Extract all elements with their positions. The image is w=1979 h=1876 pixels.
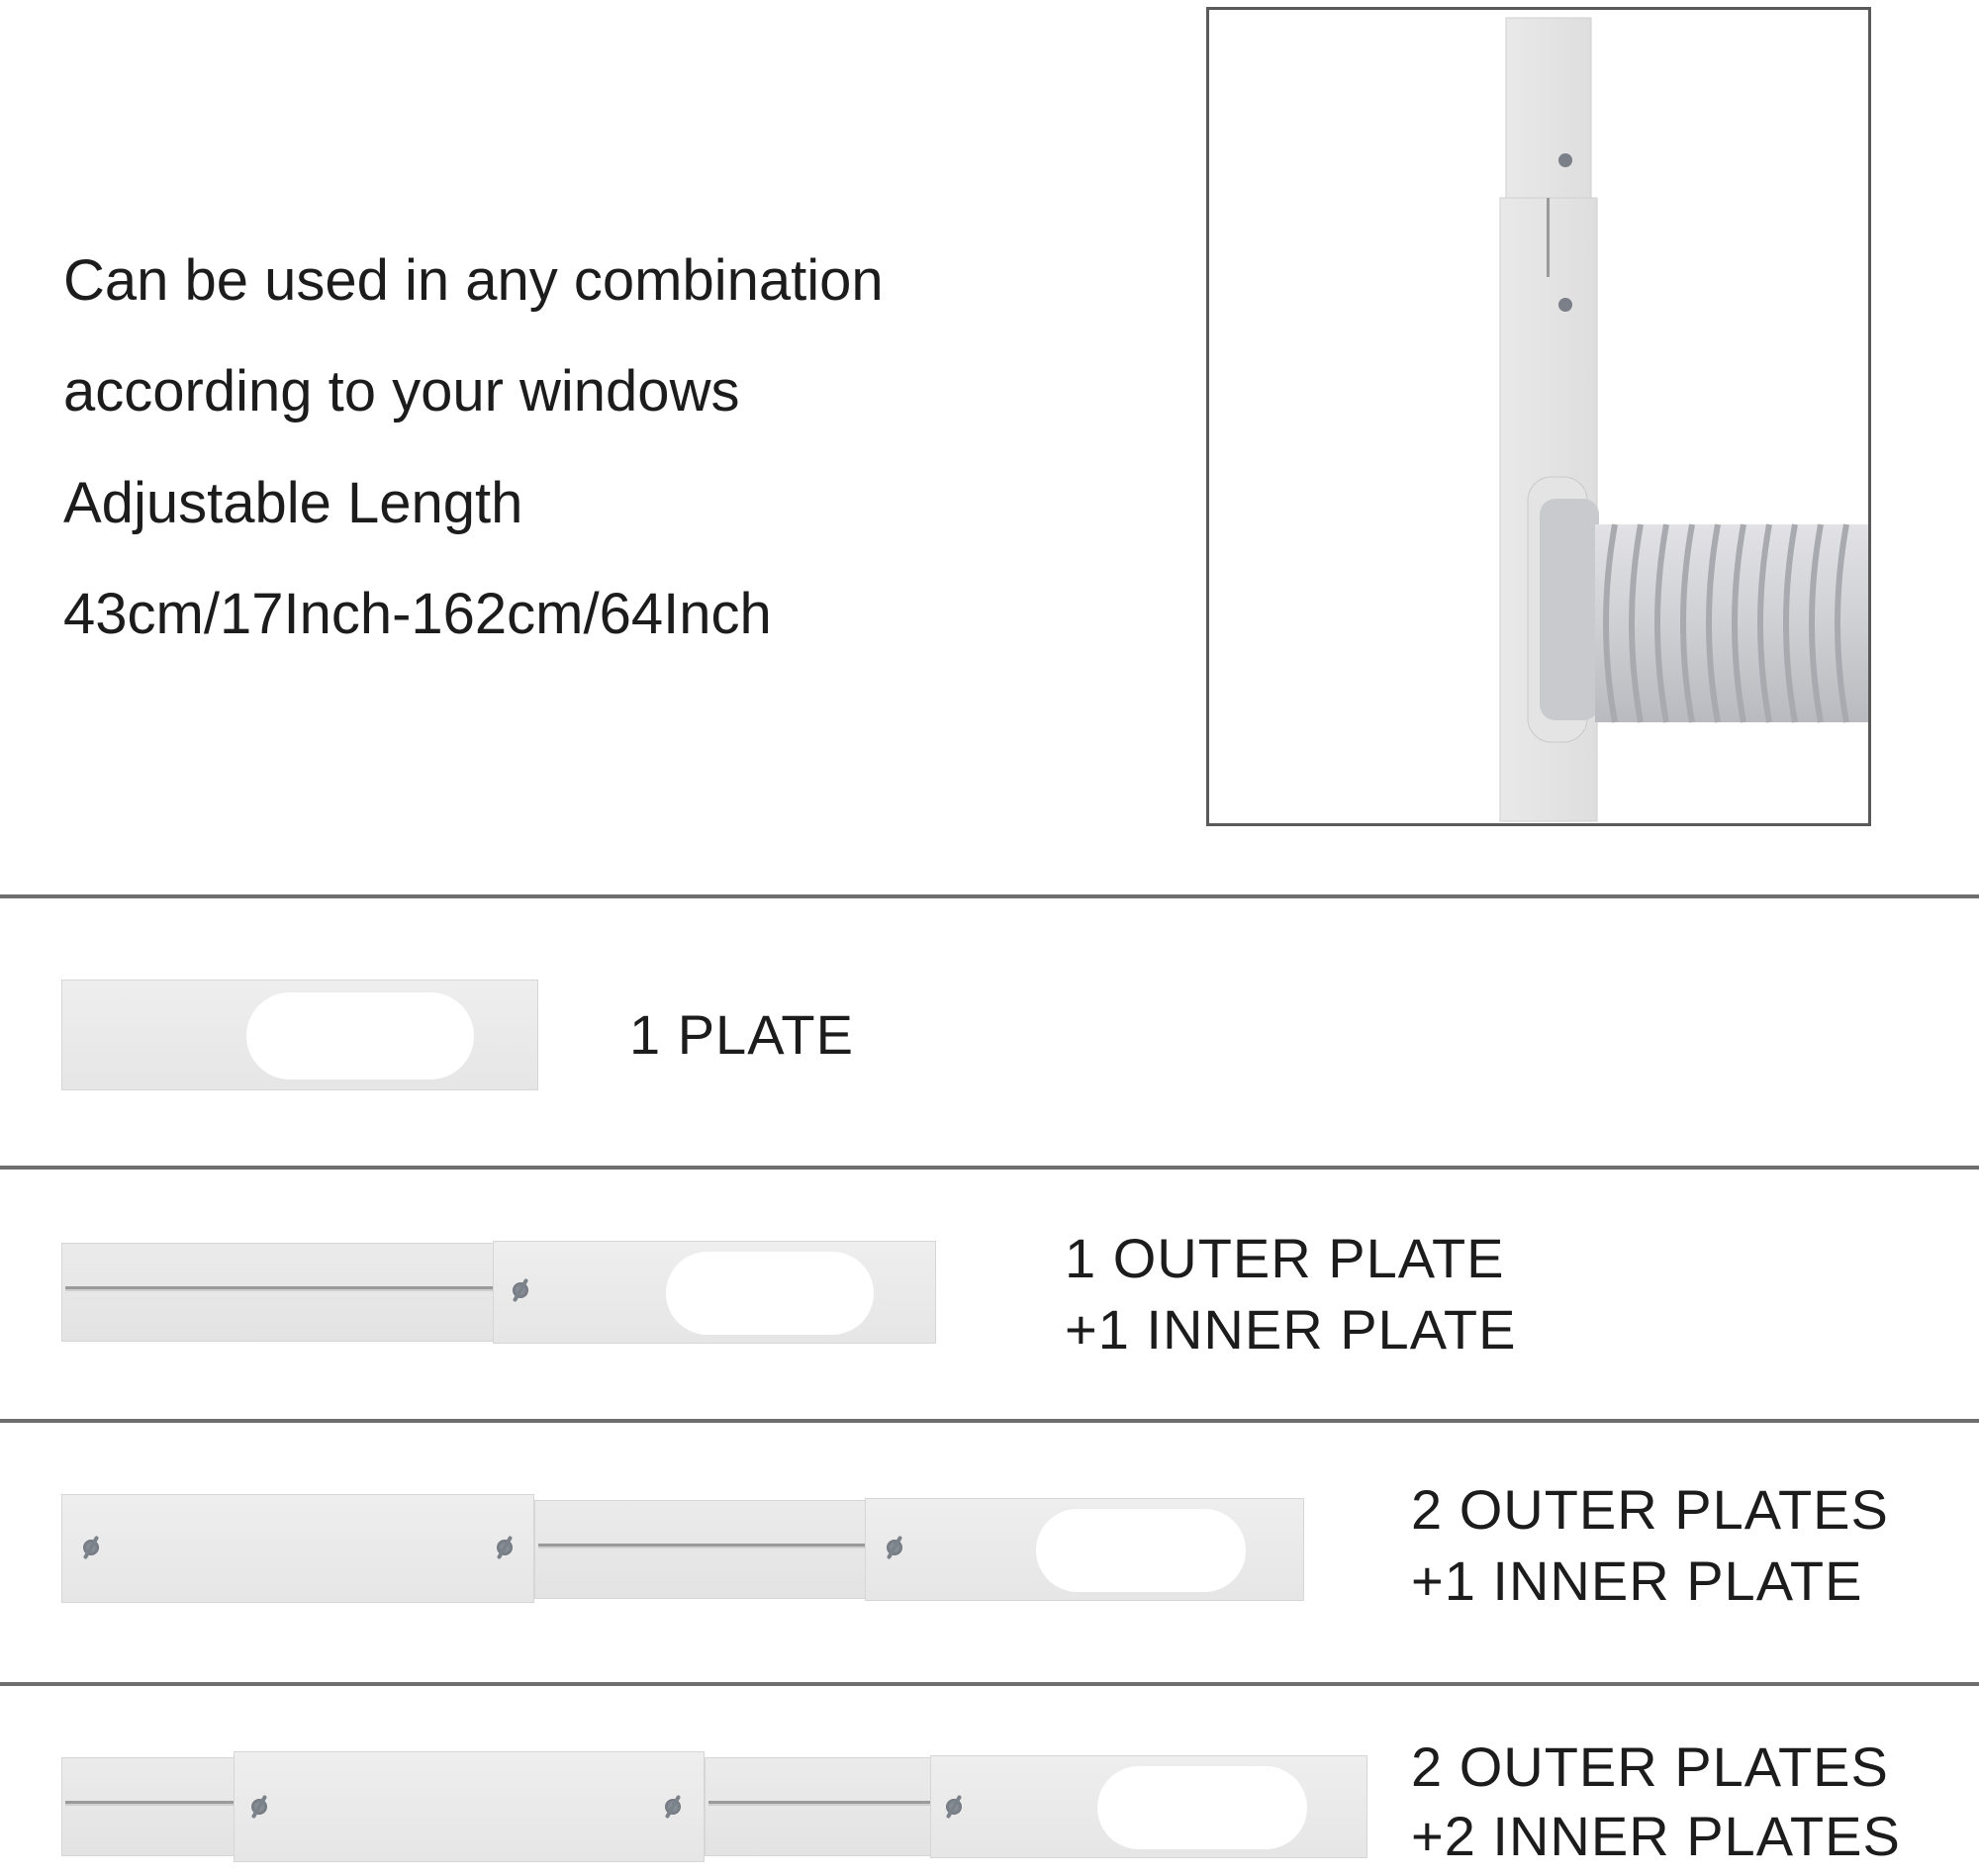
single-plate bbox=[61, 980, 538, 1090]
outer-plate bbox=[61, 1494, 534, 1603]
hose-opening bbox=[1036, 1509, 1246, 1592]
screw-icon bbox=[251, 1799, 267, 1815]
row-4-label-line-1: 2 OUTER PLATES bbox=[1411, 1735, 1889, 1798]
inner-plate-slot bbox=[708, 1801, 930, 1806]
intro-line-3: Adjustable Length bbox=[63, 471, 523, 535]
intro-line-4: 43cm/17Inch-162cm/64Inch bbox=[63, 582, 772, 646]
product-photo bbox=[1206, 7, 1871, 826]
hose-opening bbox=[1097, 1766, 1307, 1849]
inner-plate bbox=[61, 1757, 236, 1856]
hose-opening bbox=[246, 992, 474, 1079]
inner-plate bbox=[534, 1500, 867, 1599]
divider-4 bbox=[0, 1682, 1979, 1686]
inner-plate-slot bbox=[538, 1544, 865, 1548]
outer-plate bbox=[234, 1751, 705, 1862]
row-2-label-line-2: +1 INNER PLATE bbox=[1065, 1298, 1517, 1360]
outer-plate bbox=[493, 1241, 936, 1344]
hose-opening bbox=[666, 1252, 874, 1335]
screw-icon bbox=[946, 1799, 962, 1815]
screw-icon bbox=[665, 1799, 681, 1815]
screw-icon bbox=[887, 1540, 902, 1555]
inner-plate-slot bbox=[65, 1286, 493, 1291]
row-4-label-line-2: +2 INNER PLATES bbox=[1411, 1805, 1901, 1867]
divider-1 bbox=[0, 894, 1979, 898]
outer-plate bbox=[865, 1498, 1304, 1601]
inner-plate bbox=[61, 1243, 497, 1342]
divider-3 bbox=[0, 1419, 1979, 1423]
intro-line-1: Can be used in any combination bbox=[63, 248, 884, 313]
screw-icon bbox=[497, 1540, 513, 1555]
screw-icon bbox=[83, 1540, 99, 1555]
inner-plate bbox=[705, 1757, 932, 1856]
outer-plate bbox=[930, 1755, 1367, 1858]
intro-line-2: according to your windows bbox=[63, 359, 740, 423]
row-3-label-line-2: +1 INNER PLATE bbox=[1411, 1549, 1863, 1612]
row-2-label-line-1: 1 OUTER PLATE bbox=[1065, 1227, 1505, 1289]
row-1-label: 1 PLATE bbox=[629, 1003, 854, 1066]
inner-plate-slot bbox=[65, 1801, 234, 1806]
divider-2 bbox=[0, 1166, 1979, 1170]
screw-icon bbox=[513, 1282, 528, 1298]
row-3-label-line-1: 2 OUTER PLATES bbox=[1411, 1478, 1889, 1541]
window-kit-illustration bbox=[1209, 10, 1868, 823]
